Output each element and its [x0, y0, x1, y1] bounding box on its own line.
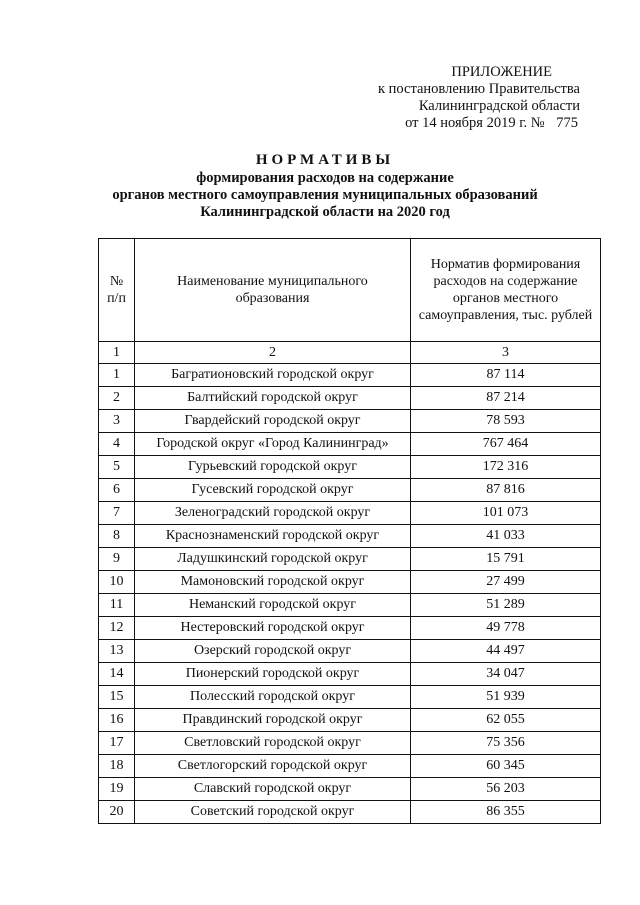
municipality-name: Славский городской округ — [135, 778, 411, 801]
date-prefix: от — [405, 115, 419, 131]
municipality-name: Краснознаменский городской округ — [135, 525, 411, 548]
table-row — [99, 410, 601, 433]
row-number: 8 — [99, 525, 135, 548]
municipality-name: Гвардейский городской округ — [135, 410, 411, 433]
norms-table — [98, 238, 601, 824]
row-number: 12 — [99, 617, 135, 640]
row-number: 6 — [99, 479, 135, 502]
row-number: 10 — [99, 571, 135, 594]
table-row — [99, 755, 601, 778]
table-row — [99, 479, 601, 502]
title-line-3: Калининградской области на 2020 год — [200, 204, 450, 220]
column-index: 2 — [135, 342, 411, 364]
resolution-year: 2019 г. — [486, 115, 528, 131]
table-row — [99, 640, 601, 663]
header-name: Наименование муниципального образования — [135, 239, 411, 342]
municipality-name: Зеленоградский городской округ — [135, 502, 411, 525]
column-index: 1 — [99, 342, 135, 364]
row-number: 18 — [99, 755, 135, 778]
municipality-name: Неманский городской округ — [135, 594, 411, 617]
row-number: 15 — [99, 686, 135, 709]
row-number: 11 — [99, 594, 135, 617]
norm-value: 27 499 — [411, 571, 601, 594]
municipality-name: Пионерский городской округ — [135, 663, 411, 686]
resolution-date: 14 ноября — [422, 115, 483, 131]
table-row — [99, 456, 601, 479]
norm-value: 15 791 — [411, 548, 601, 571]
norm-value: 78 593 — [411, 410, 601, 433]
column-index-row — [99, 342, 601, 364]
norm-value: 75 356 — [411, 732, 601, 755]
municipality-name: Светловский городской округ — [135, 732, 411, 755]
table-row — [99, 686, 601, 709]
table-row — [99, 663, 601, 686]
norm-value: 60 345 — [411, 755, 601, 778]
header-num: № п/п — [99, 239, 135, 342]
norm-value: 34 047 — [411, 663, 601, 686]
municipality-name: Озерский городской округ — [135, 640, 411, 663]
norm-value: 101 073 — [411, 502, 601, 525]
row-number: 19 — [99, 778, 135, 801]
row-number: 5 — [99, 456, 135, 479]
norm-value: 41 033 — [411, 525, 601, 548]
row-number: 2 — [99, 387, 135, 410]
norm-value: 86 355 — [411, 801, 601, 824]
appendix-date-line — [340, 115, 580, 132]
row-number: 9 — [99, 548, 135, 571]
row-number: 17 — [99, 732, 135, 755]
municipality-name: Полесский городской округ — [135, 686, 411, 709]
norm-value: 51 939 — [411, 686, 601, 709]
appendix-line-1: к постановлению Правительства — [378, 81, 580, 97]
row-number: 3 — [99, 410, 135, 433]
resolution-number: 775 — [556, 115, 578, 131]
document-title — [60, 152, 590, 221]
title-line-2: органов местного самоуправления муниципальных образований — [112, 187, 538, 203]
municipality-name: Мамоновский городской округ — [135, 571, 411, 594]
column-index: 3 — [411, 342, 601, 364]
table-row — [99, 433, 601, 456]
appendix-heading: ПРИЛОЖЕНИЕ — [451, 64, 552, 80]
row-number: 7 — [99, 502, 135, 525]
norm-value: 172 316 — [411, 456, 601, 479]
row-number: 20 — [99, 801, 135, 824]
table-row — [99, 709, 601, 732]
row-number: 1 — [99, 364, 135, 387]
table-row — [99, 778, 601, 801]
norm-value: 767 464 — [411, 433, 601, 456]
table-row — [99, 732, 601, 755]
norm-value: 62 055 — [411, 709, 601, 732]
municipality-name: Светлогорский городской округ — [135, 755, 411, 778]
row-number: 16 — [99, 709, 135, 732]
row-number: 4 — [99, 433, 135, 456]
municipality-name: Ладушкинский городской округ — [135, 548, 411, 571]
municipality-name: Городской округ «Город Калининград» — [135, 433, 411, 456]
norm-value: 49 778 — [411, 617, 601, 640]
title-main: НОРМАТИВЫ — [255, 152, 395, 168]
municipality-name: Нестеровский городской округ — [135, 617, 411, 640]
norm-value: 44 497 — [411, 640, 601, 663]
norm-value: 56 203 — [411, 778, 601, 801]
municipality-name: Багратионовский городской округ — [135, 364, 411, 387]
appendix-block — [340, 64, 580, 132]
municipality-name: Балтийский городской округ — [135, 387, 411, 410]
table-row — [99, 502, 601, 525]
table-header-row — [99, 239, 601, 342]
table-row — [99, 617, 601, 640]
row-number: 14 — [99, 663, 135, 686]
number-sign: № — [530, 115, 545, 131]
municipality-name: Гусевский городской округ — [135, 479, 411, 502]
table-row — [99, 364, 601, 387]
municipality-name: Гурьевский городской округ — [135, 456, 411, 479]
norm-value: 87 816 — [411, 479, 601, 502]
norm-value: 87 114 — [411, 364, 601, 387]
table-row — [99, 594, 601, 617]
header-norm: Норматив формирования расходов на содержание органов местного самоуправления, тыс. рублей — [411, 239, 601, 342]
table-row — [99, 801, 601, 824]
table-row — [99, 387, 601, 410]
appendix-line-2: Калининградской области — [418, 98, 580, 114]
table-row — [99, 571, 601, 594]
title-line-1: формирования расходов на содержание — [196, 170, 454, 186]
table-row — [99, 525, 601, 548]
norm-value: 87 214 — [411, 387, 601, 410]
table-row — [99, 548, 601, 571]
municipality-name: Советский городской округ — [135, 801, 411, 824]
row-number: 13 — [99, 640, 135, 663]
municipality-name: Правдинский городской округ — [135, 709, 411, 732]
norm-value: 51 289 — [411, 594, 601, 617]
